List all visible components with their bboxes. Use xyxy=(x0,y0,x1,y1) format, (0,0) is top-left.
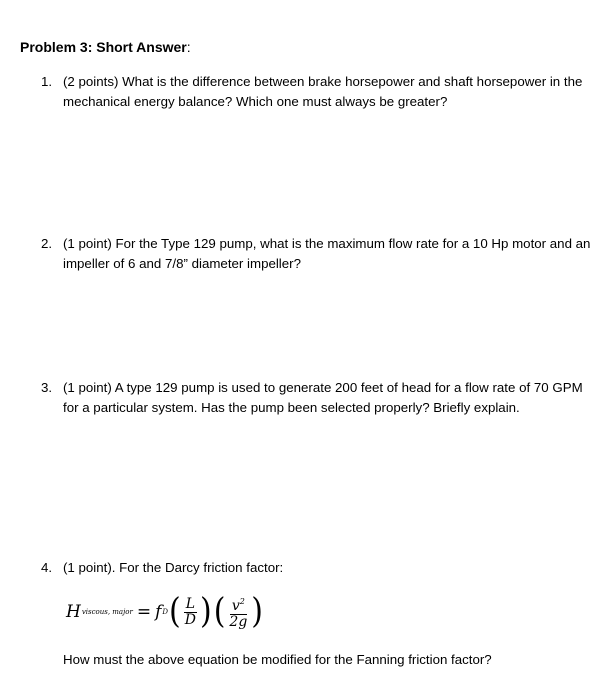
question-text: (1 point). For the Darcy friction factor: xyxy=(63,560,284,575)
follow-up-question: How must the above equation be modified for the Fanning friction factor? xyxy=(63,652,492,667)
fraction-l-over-d xyxy=(183,597,198,628)
fraction-numerator-exponent: 2 xyxy=(239,597,245,606)
question-number: 1. xyxy=(41,74,53,89)
question-text: (2 points) What is the difference between brake horsepower and shaft horsepower in the mechanical energy balance? Which one must always be greater? xyxy=(63,74,583,109)
left-paren: ( xyxy=(213,591,226,632)
fraction-denominator: D xyxy=(184,611,196,628)
question-1 xyxy=(41,72,601,112)
question-text: (1 point) A type 129 pump is used to generate 200 feet of head for a flow rate of 70 GPM for a particular system. Has the pump been selected properly? Briefly explain. xyxy=(63,380,583,415)
equation-equals: = xyxy=(136,602,152,622)
question-number: 3. xyxy=(41,380,53,395)
right-paren: ) xyxy=(251,591,263,632)
equation-lhs: H xyxy=(66,602,81,622)
fraction-v2-over-2g xyxy=(227,594,249,630)
equation-factor: f xyxy=(155,602,162,622)
question-4 xyxy=(41,558,601,578)
equation-factor-subscript: D xyxy=(162,608,169,616)
question-2 xyxy=(41,234,601,274)
darcy-equation xyxy=(66,592,264,632)
question-number: 4. xyxy=(41,560,53,575)
fraction-numerator: L xyxy=(185,595,195,612)
problem-title xyxy=(20,38,191,56)
left-paren: ( xyxy=(169,591,181,632)
fraction-numerator xyxy=(230,594,247,615)
equation-lhs-subscript: viscous, major xyxy=(81,608,133,616)
problem-title-suffix: : xyxy=(186,39,191,55)
question-3 xyxy=(41,378,601,418)
question-text: (1 point) For the Type 129 pump, what is the maximum flow rate for a 10 Hp motor and an impeller of 6 and 7/8” diameter impeller? xyxy=(63,236,591,271)
right-paren: ) xyxy=(199,591,212,632)
fraction-denominator: 2g xyxy=(229,614,248,630)
problem-title-bold: Problem 3: Short Answer xyxy=(20,39,187,55)
fraction-numerator-base: v xyxy=(231,598,240,614)
question-number: 2. xyxy=(41,236,53,251)
